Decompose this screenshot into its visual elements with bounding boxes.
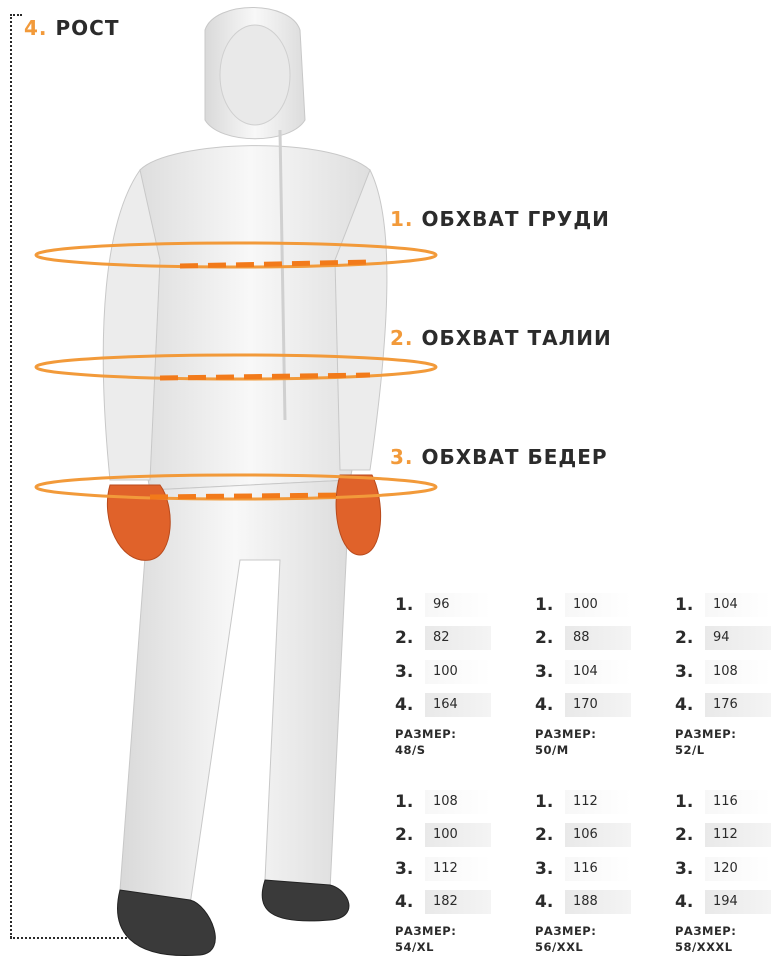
- chest-label: 1. ОБХВАТ ГРУДИ: [390, 207, 610, 231]
- measure-value: 112: [705, 823, 771, 847]
- measure-number: 1.: [675, 594, 694, 615]
- measure-number: 1.: [535, 791, 554, 812]
- measure-value: 182: [425, 890, 491, 914]
- size-row: [535, 689, 635, 723]
- size-row: [675, 588, 772, 622]
- measure-value: 176: [705, 693, 771, 717]
- measure-number: 4.: [535, 892, 554, 913]
- measure-number: 3.: [535, 661, 554, 682]
- measure-number: 3.: [395, 858, 414, 879]
- measure-value: 108: [425, 790, 491, 814]
- size-caption: РАЗМЕР: 58/XXXL: [675, 924, 737, 954]
- measure-value: 82: [425, 626, 491, 650]
- measure-number: 4.: [395, 695, 414, 716]
- size-card-58: [675, 785, 772, 955]
- size-row: [395, 785, 495, 819]
- measure-value: 88: [565, 626, 631, 650]
- size-caption: РАЗМЕР: 56/XXL: [535, 924, 597, 954]
- size-row: [535, 655, 635, 689]
- size-row: [395, 852, 495, 886]
- measure-value: 188: [565, 890, 631, 914]
- size-row: [535, 622, 635, 656]
- measure-number: 2.: [535, 628, 554, 649]
- size-row: [395, 689, 495, 723]
- size-row: [675, 689, 772, 723]
- measure-value: 100: [565, 593, 631, 617]
- measure-number: 4.: [675, 695, 694, 716]
- measure-value: 100: [425, 660, 491, 684]
- size-card-56: [535, 785, 635, 955]
- measure-value: 194: [705, 890, 771, 914]
- measure-value: 112: [425, 857, 491, 881]
- measure-number: 1.: [535, 594, 554, 615]
- size-caption: РАЗМЕР: 52/L: [675, 727, 737, 757]
- size-caption: РАЗМЕР: 50/M: [535, 727, 597, 757]
- size-row: [675, 655, 772, 689]
- waist-label: 2. ОБХВАТ ТАЛИИ: [390, 326, 612, 350]
- size-row: [535, 819, 635, 853]
- measure-number: 2.: [395, 628, 414, 649]
- measure-value: 108: [705, 660, 771, 684]
- measure-value: 170: [565, 693, 631, 717]
- size-row: [675, 622, 772, 656]
- hips-label: 3. ОБХВАТ БЕДЕР: [390, 445, 608, 469]
- measure-number: 4.: [535, 695, 554, 716]
- size-row: [535, 886, 635, 920]
- measure-number: 4.: [395, 892, 414, 913]
- measure-number: 1.: [395, 594, 414, 615]
- measure-value: 164: [425, 693, 491, 717]
- measure-number: 3.: [535, 858, 554, 879]
- size-row: [675, 819, 772, 853]
- measure-value: 112: [565, 790, 631, 814]
- measure-value: 96: [425, 593, 491, 617]
- size-row: [535, 785, 635, 819]
- size-card-54: [395, 785, 495, 955]
- size-row: [395, 622, 495, 656]
- size-row: [395, 655, 495, 689]
- measure-number: 2.: [395, 825, 414, 846]
- size-card-50: [535, 588, 635, 758]
- measure-number: 2.: [675, 825, 694, 846]
- size-row: [395, 886, 495, 920]
- measure-number: 2.: [675, 628, 694, 649]
- size-row: [675, 886, 772, 920]
- size-caption: РАЗМЕР: 54/XL: [395, 924, 457, 954]
- measure-number: 3.: [395, 661, 414, 682]
- size-row: [535, 588, 635, 622]
- measure-number: 4.: [675, 892, 694, 913]
- size-row: [535, 852, 635, 886]
- measure-number: 2.: [535, 825, 554, 846]
- measure-value: 100: [425, 823, 491, 847]
- measure-value: 120: [705, 857, 771, 881]
- size-caption: РАЗМЕР: 48/S: [395, 727, 457, 757]
- measure-value: 104: [565, 660, 631, 684]
- measure-number: 3.: [675, 858, 694, 879]
- measure-number: 1.: [395, 791, 414, 812]
- measure-number: 3.: [675, 661, 694, 682]
- size-card-52: [675, 588, 772, 758]
- measure-value: 106: [565, 823, 631, 847]
- size-row: [395, 588, 495, 622]
- size-row: [395, 819, 495, 853]
- measure-number: 1.: [675, 791, 694, 812]
- measure-value: 116: [705, 790, 771, 814]
- measure-value: 94: [705, 626, 771, 650]
- size-card-48: [395, 588, 495, 758]
- size-row: [675, 852, 772, 886]
- measure-value: 116: [565, 857, 631, 881]
- measure-value: 104: [705, 593, 771, 617]
- size-row: [675, 785, 772, 819]
- height-label: 4. РОСТ: [24, 16, 120, 40]
